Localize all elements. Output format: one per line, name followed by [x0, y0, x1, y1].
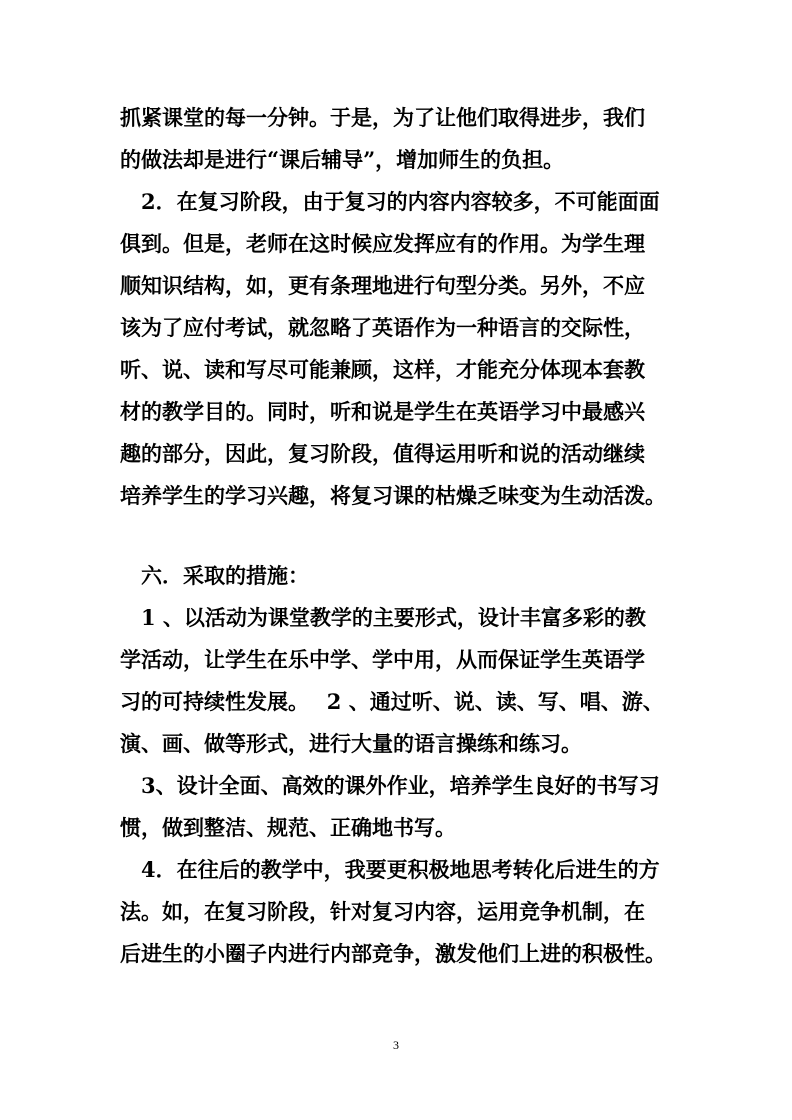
- text-line: 材的教学目的。同时，听和说是学生在英语学习中最感兴: [120, 399, 645, 424]
- text-line: 2．在复习阶段，由于复习的内容内容较多，不可能面面: [120, 189, 660, 214]
- text-line: 4．在往后的教学中，我要更积极地思考转化后进生的方: [120, 857, 660, 882]
- text-line: 培养学生的学习兴趣，将复习课的枯燥乏味变为生动活泼。: [120, 483, 666, 508]
- section-heading: 六．采取的措施：: [120, 563, 309, 588]
- text-line: 俱到。但是，老师在这时候应发挥应有的作用。为学生理: [120, 231, 645, 256]
- text-line: 学活动，让学生在乐中学、学中用，从而保证学生英语学: [120, 647, 645, 672]
- text-line: 惯，做到整洁、规范、正确地书写。: [120, 815, 456, 840]
- text-line: 1 、以活动为课堂教学的主要形式，设计丰富多彩的教: [120, 605, 646, 630]
- text-line: 听、说、读和写尽可能兼顾，这样，才能充分体现本套教: [120, 357, 645, 382]
- text-line: 法。如，在复习阶段，针对复习内容，运用竞争机制，在: [120, 899, 645, 924]
- text-line: 该为了应付考试，就忽略了英语作为一种语言的交际性，: [120, 315, 645, 340]
- text-line: 顺知识结构，如，更有条理地进行句型分类。另外，不应: [120, 273, 645, 298]
- page-number: 3: [393, 1038, 399, 1052]
- text-line: 3、设计全面、高效的课外作业，培养学生良好的书写习: [120, 773, 660, 798]
- text-line: 演、画、做等形式，进行大量的语言操练和练习。: [120, 731, 582, 756]
- text-line: 趣的部分，因此，复习阶段，值得运用听和说的活动继续: [120, 441, 645, 466]
- text-line: 后进生的小圈子内进行内部竞争，激发他们上进的积极性。: [120, 941, 666, 966]
- text-line: 抓紧课堂的每一分钟。于是，为了让他们取得进步，我们: [120, 105, 645, 130]
- text-line: 的做法却是进行“课后辅导”，增加师生的负担。: [120, 147, 565, 172]
- text-line: 习的可持续性发展。 2 、通过听、说、读、写、唱、游、: [120, 689, 664, 714]
